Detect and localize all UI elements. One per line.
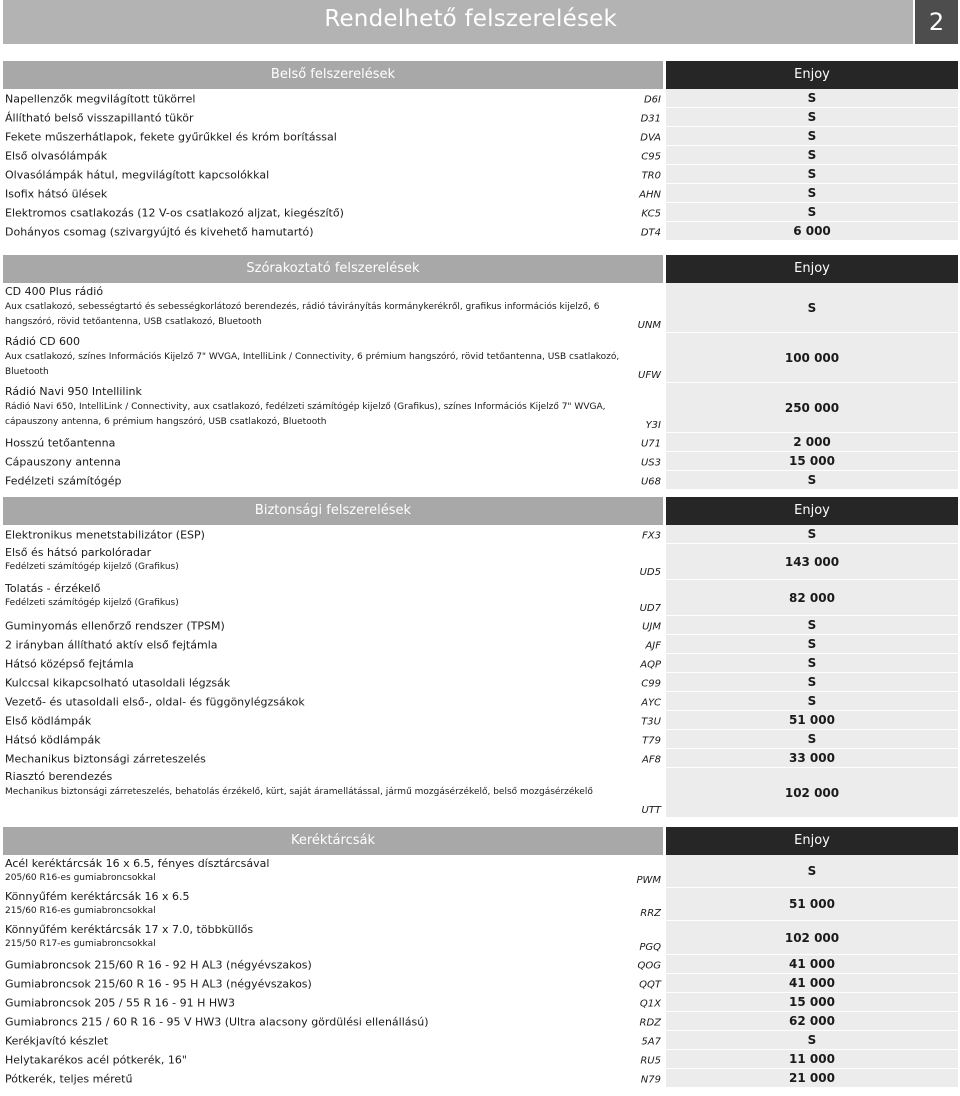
price-cell: S	[666, 673, 958, 692]
equipment-cell	[3, 1069, 663, 1088]
table-row	[3, 165, 958, 184]
option-code: C95	[641, 151, 661, 163]
option-code: DVA	[640, 132, 661, 144]
section-title: Biztonsági felszerelések	[3, 497, 663, 525]
equipment-description: 205/60 R16-es gumiabroncsokkal	[5, 873, 156, 883]
equipment-cell	[3, 888, 663, 921]
price-cell: 82 000	[666, 580, 958, 616]
equipment-description: Aux csatlakozó, színes Információs Kijelző 7" WVGA, IntelliLink / Connectivity, 6 prémium hangszóró, rövid tetőantenna, USB csatlakozó, Bluetooth	[5, 352, 620, 377]
table-row	[3, 855, 958, 888]
table-row	[3, 108, 958, 127]
table-row	[3, 635, 958, 654]
table-row	[3, 749, 958, 768]
title-bar	[3, 0, 913, 44]
price-cell: S	[666, 525, 958, 544]
option-code: QOG	[637, 960, 661, 972]
option-code: U71	[640, 438, 661, 450]
price-cell: 250 000	[666, 383, 958, 433]
option-code: UD5	[639, 567, 661, 578]
section-2	[3, 255, 958, 490]
price-cell: S	[666, 283, 958, 333]
option-code: FX3	[642, 530, 661, 542]
price-cell: 41 000	[666, 974, 958, 993]
equipment-name: 2 irányban állítható aktív első fejtámla	[5, 638, 218, 651]
equipment-name: Állítható belső visszapillantó tükör	[5, 111, 194, 124]
table-row	[3, 1012, 958, 1031]
price-cell: S	[666, 654, 958, 673]
price-cell: 33 000	[666, 749, 958, 768]
option-code: DT4	[640, 227, 661, 239]
equipment-name: Cápauszony antenna	[5, 455, 121, 468]
price-cell: 51 000	[666, 888, 958, 921]
equipment-cell	[3, 974, 663, 993]
price-cell: S	[666, 855, 958, 888]
equipment-cell	[3, 580, 663, 616]
section-title: Keréktárcsák	[3, 827, 663, 855]
section-title: Belső felszerelések	[3, 61, 663, 89]
option-code: U68	[640, 476, 661, 488]
option-code: Y3I	[645, 420, 661, 431]
price-cell: 21 000	[666, 1069, 958, 1088]
table-row	[3, 452, 958, 471]
equipment-cell	[3, 673, 663, 692]
price-cell: 6 000	[666, 222, 958, 241]
price-cell: 15 000	[666, 452, 958, 471]
option-code: PWM	[636, 875, 661, 886]
trim-column-header: Enjoy	[666, 61, 958, 89]
equipment-description: 215/60 R16-es gumiabroncsokkal	[5, 906, 156, 916]
table-row	[3, 383, 958, 433]
equipment-cell	[3, 146, 663, 165]
table-row	[3, 692, 958, 711]
price-cell: S	[666, 127, 958, 146]
equipment-cell	[3, 730, 663, 749]
table-row	[3, 433, 958, 452]
equipment-name: Napellenzők megvilágított tükörrel	[5, 92, 196, 105]
option-code: UJM	[642, 621, 661, 633]
price-cell: S	[666, 635, 958, 654]
equipment-cell	[3, 89, 663, 108]
option-code: AJF	[645, 640, 661, 652]
trim-column-header: Enjoy	[666, 497, 958, 525]
equipment-name: Acél keréktárcsák 16 x 6.5, fényes dísztárcsával	[5, 857, 270, 870]
price-cell: 15 000	[666, 993, 958, 1012]
price-cell: S	[666, 108, 958, 127]
equipment-name: CD 400 Plus rádió	[5, 285, 104, 298]
equipment-name: Fedélzeti számítógép	[5, 474, 122, 487]
option-code: PGQ	[639, 942, 661, 953]
option-code: AHN	[639, 189, 661, 201]
equipment-name: Gumiabroncsok 215/60 R 16 - 92 H AL3 (négyévszakos)	[5, 958, 312, 971]
price-cell: 102 000	[666, 921, 958, 955]
equipment-name: Dohányos csomag (szivargyújtó és kivehető hamutartó)	[5, 225, 314, 238]
section-3	[3, 497, 958, 818]
option-code: RU5	[640, 1055, 661, 1067]
price-cell: 62 000	[666, 1012, 958, 1031]
table-row	[3, 888, 958, 921]
price-cell: S	[666, 730, 958, 749]
table-row	[3, 1069, 958, 1088]
equipment-name: Első olvasólámpák	[5, 149, 108, 162]
equipment-description: Mechanikus biztonsági zárreteszelés, behatolás érzékelő, kürt, saját áramellátással, jármű mozgásérzékelő, belső mozgásérzékelő	[5, 787, 593, 797]
equipment-name: Könnyűfém keréktárcsák 17 x 7.0, többküllős	[5, 923, 254, 936]
table-row	[3, 974, 958, 993]
section-header	[3, 497, 958, 525]
option-code: Q1X	[639, 998, 661, 1010]
equipment-cell	[3, 383, 663, 433]
table-row	[3, 89, 958, 108]
table-row	[3, 203, 958, 222]
equipment-name: Isofix hátsó ülések	[5, 187, 108, 200]
price-cell: S	[666, 1031, 958, 1050]
equipment-name: Tolatás - érzékelő	[5, 582, 101, 595]
equipment-cell	[3, 471, 663, 490]
price-cell: S	[666, 89, 958, 108]
equipment-name: Kulccsal kikapcsolható utasoldali légzsák	[5, 676, 231, 689]
equipment-description: Fedélzeti számítógép kijelző (Grafikus)	[5, 598, 179, 608]
equipment-description: 215/50 R17-es gumiabroncsokkal	[5, 939, 156, 949]
equipment-name: Kerékjavító készlet	[5, 1034, 109, 1047]
equipment-name: Rádió CD 600	[5, 335, 81, 348]
option-code: UD7	[639, 603, 661, 614]
option-code: TR0	[641, 170, 661, 182]
section-4	[3, 827, 958, 1088]
equipment-name: Mechanikus biztonsági zárreteszelés	[5, 752, 206, 765]
price-cell: S	[666, 471, 958, 490]
option-code: UFW	[638, 370, 661, 381]
equipment-cell	[3, 108, 663, 127]
table-row	[3, 127, 958, 146]
option-code: T3U	[641, 716, 661, 728]
equipment-cell	[3, 711, 663, 730]
equipment-name: Helytakarékos acél pótkerék, 16"	[5, 1053, 187, 1066]
option-code: AQP	[640, 659, 661, 671]
table-row	[3, 471, 958, 490]
equipment-cell	[3, 127, 663, 146]
equipment-name: Olvasólámpák hátul, megvilágított kapcsolókkal	[5, 168, 270, 181]
equipment-cell	[3, 955, 663, 974]
table-row	[3, 993, 958, 1012]
option-code: D6I	[643, 94, 661, 106]
equipment-name: Rádió Navi 950 Intellilink	[5, 385, 142, 398]
table-row	[3, 146, 958, 165]
option-code: N79	[640, 1074, 661, 1086]
equipment-description: Rádió Navi 650, IntelliLink / Connectivity, aux csatlakozó, fedélzeti számítógép kijelző (Grafikus), színes Információs Kijelző 7" WVGA, cápauszony antenna, 6 prémium hangszóró, USB csatlakozó, Bluetooth	[5, 402, 606, 427]
table-row	[3, 333, 958, 383]
equipment-description: Fedélzeti számítógép kijelző (Grafikus)	[5, 562, 179, 572]
equipment-name: Könnyűfém keréktárcsák 16 x 6.5	[5, 890, 190, 903]
trim-column-header: Enjoy	[666, 827, 958, 855]
option-code: RRZ	[640, 908, 661, 919]
table-row	[3, 1031, 958, 1050]
section-header	[3, 827, 958, 855]
price-cell: 102 000	[666, 768, 958, 818]
equipment-name: Hosszú tetőantenna	[5, 436, 116, 449]
trim-column-header: Enjoy	[666, 255, 958, 283]
price-cell: 11 000	[666, 1050, 958, 1069]
price-cell: 143 000	[666, 544, 958, 580]
price-cell: S	[666, 692, 958, 711]
equipment-name: Riasztó berendezés	[5, 770, 113, 783]
table-row	[3, 955, 958, 974]
equipment-cell	[3, 768, 663, 818]
option-code: T79	[642, 735, 661, 747]
price-cell: S	[666, 616, 958, 635]
equipment-cell	[3, 993, 663, 1012]
equipment-cell	[3, 283, 663, 333]
price-cell: S	[666, 203, 958, 222]
equipment-name: Elektronikus menetstabilizátor (ESP)	[5, 528, 205, 541]
price-cell: 2 000	[666, 433, 958, 452]
table-row	[3, 921, 958, 955]
table-row	[3, 184, 958, 203]
equipment-name: Vezető- és utasoldali első-, oldal- és függönylégzsákok	[5, 695, 305, 708]
section-header	[3, 255, 958, 283]
table-row	[3, 654, 958, 673]
equipment-name: Gumiabroncs 215 / 60 R 16 - 95 V HW3 (Ultra alacsony gördülési ellenállású)	[5, 1015, 429, 1028]
equipment-cell	[3, 616, 663, 635]
table-row	[3, 1050, 958, 1069]
price-cell: 100 000	[666, 333, 958, 383]
option-code: QQT	[639, 979, 661, 991]
page-title: Rendelhető felszerelések	[324, 6, 617, 32]
equipment-cell	[3, 855, 663, 888]
equipment-name: Hátsó középső fejtámla	[5, 657, 134, 670]
equipment-cell	[3, 749, 663, 768]
equipment-cell	[3, 165, 663, 184]
table-row	[3, 222, 958, 241]
equipment-name: Guminyomás ellenőrző rendszer (TPSM)	[5, 619, 225, 632]
equipment-cell	[3, 1012, 663, 1031]
price-cell: 41 000	[666, 955, 958, 974]
equipment-cell	[3, 1031, 663, 1050]
equipment-cell	[3, 184, 663, 203]
table-row	[3, 673, 958, 692]
section-header	[3, 61, 958, 89]
equipment-cell	[3, 433, 663, 452]
price-cell: S	[666, 165, 958, 184]
equipment-description: Aux csatlakozó, sebességtartó és sebességkorlátozó berendezés, rádió távirányítás kormánykerékről, grafikus információs kijelző, 6 hangszóró, rövid tetőantenna, USB csatlakozó, Bluetooth	[5, 302, 600, 327]
price-cell: S	[666, 184, 958, 203]
option-code: D31	[640, 113, 661, 125]
table-row	[3, 544, 958, 580]
table-row	[3, 730, 958, 749]
option-code: US3	[640, 457, 661, 469]
equipment-name: Első ködlámpák	[5, 714, 92, 727]
option-code: RDZ	[639, 1017, 661, 1029]
option-code: AF8	[642, 754, 661, 766]
option-code: KC5	[641, 208, 661, 220]
equipment-name: Fekete műszerhátlapok, fekete gyűrűkkel és króm borítással	[5, 130, 337, 143]
option-code: AYC	[641, 697, 661, 709]
equipment-name: Elektromos csatlakozás (12 V-os csatlakozó aljzat, kiegészítő)	[5, 206, 344, 219]
equipment-name: Gumiabroncsok 215/60 R 16 - 95 H AL3 (négyévszakos)	[5, 977, 312, 990]
table-row	[3, 711, 958, 730]
equipment-name: Első és hátsó parkolóradar	[5, 546, 152, 559]
table-row	[3, 768, 958, 818]
price-cell: 51 000	[666, 711, 958, 730]
equipment-cell	[3, 525, 663, 544]
page-number: 2	[915, 0, 958, 44]
equipment-name: Hátsó ködlámpák	[5, 733, 101, 746]
equipment-cell	[3, 203, 663, 222]
section-title: Szórakoztató felszerelések	[3, 255, 663, 283]
option-code: UTT	[641, 805, 661, 816]
equipment-cell	[3, 654, 663, 673]
option-code: C99	[641, 678, 661, 690]
table-row	[3, 616, 958, 635]
option-code: 5A7	[641, 1036, 661, 1048]
equipment-name: Gumiabroncsok 205 / 55 R 16 - 91 H HW3	[5, 996, 236, 1009]
equipment-cell	[3, 635, 663, 654]
option-code: UNM	[637, 320, 661, 331]
equipment-cell	[3, 544, 663, 580]
table-row	[3, 525, 958, 544]
equipment-cell	[3, 222, 663, 241]
section-1	[3, 61, 958, 241]
equipment-name: Pótkerék, teljes méretű	[5, 1072, 133, 1085]
equipment-cell	[3, 452, 663, 471]
equipment-cell	[3, 333, 663, 383]
price-cell: S	[666, 146, 958, 165]
equipment-cell	[3, 692, 663, 711]
table-row	[3, 580, 958, 616]
equipment-cell	[3, 1050, 663, 1069]
table-row	[3, 283, 958, 333]
equipment-cell	[3, 921, 663, 955]
